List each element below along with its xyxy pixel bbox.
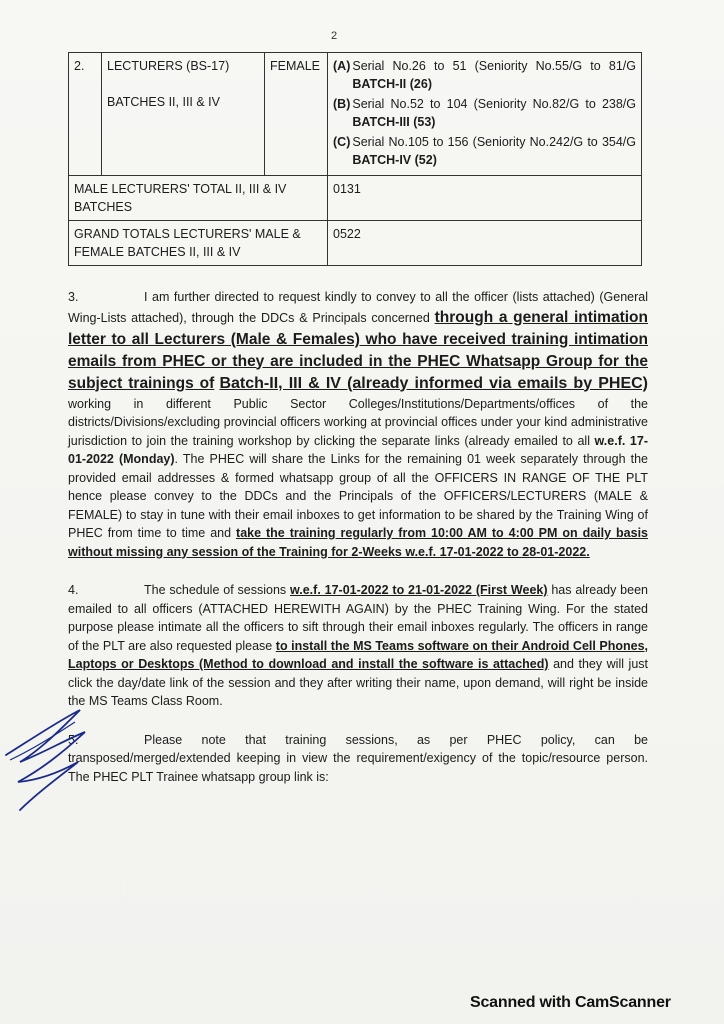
paragraph-5: 5. Please note that training sessions, as per PHEC policy, can be transposed/merged/extended keeping in view the requirement/exigency of the topic/resource person. The PHEC PLT Trainee whatsapp group link is: (68, 732, 648, 784)
table-row (69, 221, 642, 266)
table-row (69, 53, 642, 176)
batch-item-a: (A) Serial No.26 to 51 (Seniority No.55/G to 81/G BATCH-II (26) (333, 59, 636, 91)
male-total-label: MALE LECTURERS' TOTAL II, III & IV BATCHES (69, 176, 328, 221)
post-title: LECTURERS (BS-17) (107, 59, 230, 73)
batch-item-c: (C) Serial No.105 to 156 (Seniority No.242/G to 354/G BATCH-IV (52) (333, 135, 636, 167)
signature-scribble (0, 700, 120, 820)
batch-item-b: (B) Serial No.52 to 104 (Seniority No.82/G to 238/G BATCH-III (53) (333, 97, 636, 129)
letter-body (68, 288, 648, 806)
page-number: 2 (331, 30, 338, 42)
table-row (69, 176, 642, 221)
batches-cell (328, 53, 642, 176)
gender-cell: FEMALE (265, 53, 328, 176)
paragraph-3: 3. I am further directed to request kindly to convey to all the officer (lists attached) (General Wing-Lists attached), through the DDCs & Principals concerned through a general intimation letter to all Lecturers (Male & Females) who have received training intimation emails from PHEC or they are included in the PHEC Whatsapp Group for the subject trainings of Batch-II, III & IV (already informed via emails by PHEC) working in different Public Sector Colleges/Institutions/Departments/offices of the districts/Divisions/excluding provincial officers working at provincial offices under your kind administrative jurisdiction to join the training workshop by clicking the separate links (already emailed to all w.e.f. 17-01-2022 (Monday). The PHEC will share the Links for the remaining 01 week separately through the provided email addresses & formed whatsapp group of all the OFFICERS IN RANGE OF THE PLT hence please convey to the DDCs and the Principals of the OFFICERS/LECTURERS (MALE & FEMALE) to stay in tune with their email inboxes to get information to be shared by the Training Wing of PHEC from time to time and take the training regularly from 10:00 AM to 4:00 PM on daily basis without missing any session of the Training for 2-Weeks w.e.f. 17-01-2022 to 28-01-2022. (68, 290, 649, 559)
lecturers-table (68, 52, 642, 266)
camscanner-watermark: Scanned with CamScanner (470, 994, 671, 1011)
post-cell (102, 53, 265, 176)
male-total-value: 0131 (328, 176, 642, 221)
paragraph-4: 4. The schedule of sessions w.e.f. 17-01-2022 to 21-01-2022 (First Week) has already been emailed to all officers (ATTACHED HEREWITH AGAIN) by the PHEC Training Wing. For the stated purpose please intimate all the officers to sift through their email inboxes regularly. The officers in range of the PLT are also requested please to install the MS Teams software on their Android Cell Phones, Laptops or Desktops (Method to download and install the software is attached) and they will just click the day/date link of the session and they after writing their name, upon demand, will right be inside the MS Teams Class Room. (68, 583, 649, 708)
post-batches: BATCHES II, III & IV (107, 95, 220, 109)
serial-cell: 2. (69, 53, 102, 176)
grand-total-label: GRAND TOTALS LECTURERS' MALE & FEMALE BATCHES II, III & IV (69, 221, 328, 266)
grand-total-value: 0522 (328, 221, 642, 266)
